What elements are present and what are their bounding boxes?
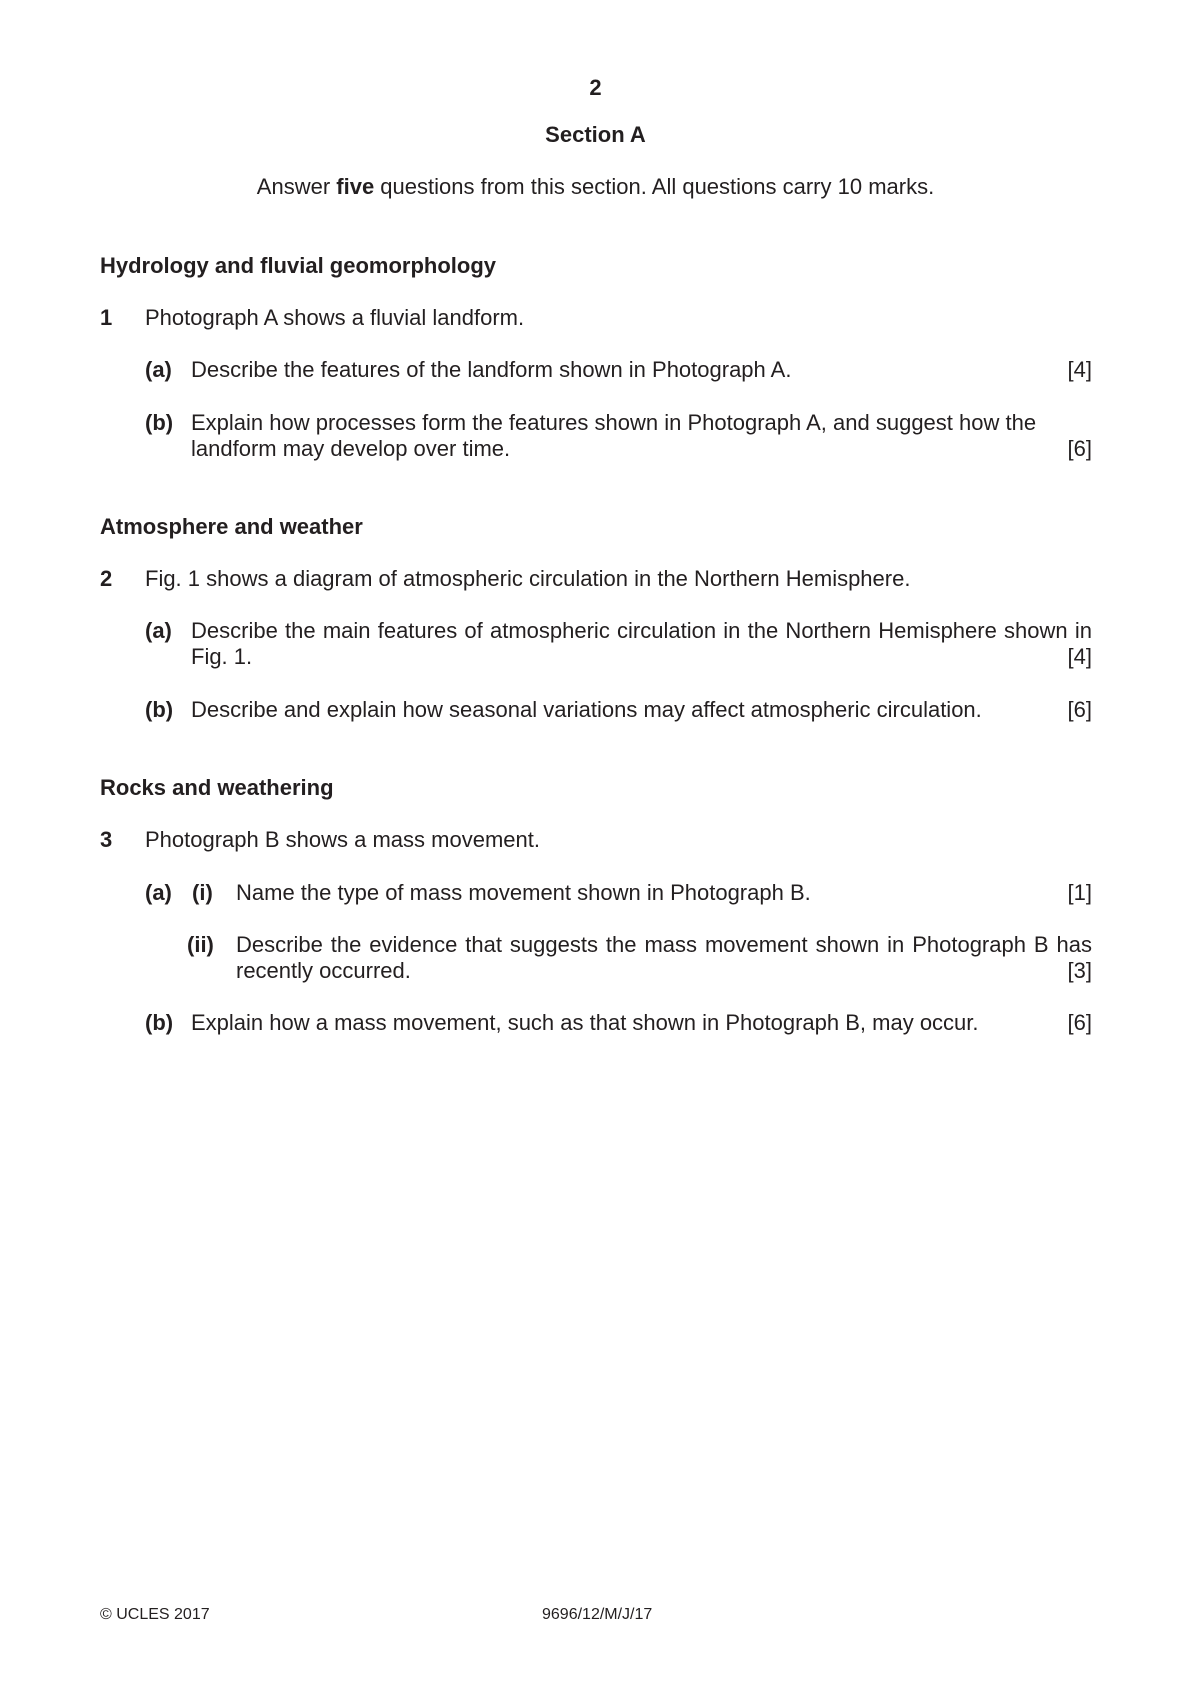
topic-heading-atmosphere: Atmosphere and weather [100, 514, 363, 539]
instructions-after: questions from this section. All questions carry 10 marks. [374, 174, 935, 199]
q2-part-b-text: Describe and explain how seasonal variations may affect atmospheric circulation. [191, 697, 982, 722]
instructions-before: Answer [256, 174, 337, 199]
page-number: 2 [589, 75, 602, 100]
q3-subpart-ii-marks: [3] [1067, 958, 1092, 983]
instructions-emphasis: five [336, 174, 375, 199]
q1-part-a-marks: [4] [1067, 357, 1092, 382]
q2-part-b-marks: [6] [1067, 697, 1092, 722]
question-1-stem: Photograph A shows a fluvial landform. [145, 305, 525, 330]
instructions [0, 174, 1191, 200]
footer-copyright: © UCLES 2017 [100, 1606, 210, 1623]
q3-part-a-label: (a) [145, 880, 172, 905]
q3-subpart-i-text: Name the type of mass movement shown in Photograph B. [236, 880, 811, 905]
question-number-2: 2 [100, 566, 113, 591]
q1-part-b-marks: [6] [1067, 436, 1092, 461]
q2-part-a-marks: [4] [1067, 644, 1092, 669]
q3-part-b-marks: [6] [1067, 1010, 1092, 1035]
q3-part-b-text: Explain how a mass movement, such as that shown in Photograph B, may occur. [191, 1010, 979, 1035]
question-number-1: 1 [100, 305, 113, 330]
q1-part-b-label: (b) [145, 410, 174, 435]
q1-part-b-line1: Explain how processes form the features shown in Photograph A, and suggest how the [191, 410, 1037, 435]
q3-subpart-ii-line1: Describe the evidence that suggests the mass movement shown in Photograph B has [236, 932, 1092, 957]
q3-subpart-i-label: (i) [192, 880, 213, 905]
q3-subpart-ii-line2: recently occurred. [236, 958, 411, 983]
q2-part-a-line1: Describe the main features of atmospheric circulation in the Northern Hemisphere shown in [191, 618, 1092, 643]
section-title: Section A [545, 122, 646, 147]
topic-heading-rocks: Rocks and weathering [100, 775, 334, 800]
footer-paper-code: 9696/12/M/J/17 [542, 1606, 653, 1623]
q3-subpart-i-marks: [1] [1067, 880, 1092, 905]
question-number-3: 3 [100, 827, 113, 852]
question-2-stem: Fig. 1 shows a diagram of atmospheric circulation in the Northern Hemisphere. [145, 566, 911, 591]
q2-part-a-label: (a) [145, 618, 172, 643]
q1-part-a-label: (a) [145, 357, 172, 382]
q2-part-b-label: (b) [145, 697, 174, 722]
question-3-stem: Photograph B shows a mass movement. [145, 827, 540, 852]
q3-subpart-ii-label: (ii) [187, 932, 214, 957]
q3-part-b-label: (b) [145, 1010, 174, 1035]
q1-part-b-line2: landform may develop over time. [191, 436, 511, 461]
topic-heading-hydrology: Hydrology and fluvial geomorphology [100, 253, 497, 278]
q2-part-a-line2: Fig. 1. [191, 644, 253, 669]
q1-part-a-text: Describe the features of the landform shown in Photograph A. [191, 357, 792, 382]
